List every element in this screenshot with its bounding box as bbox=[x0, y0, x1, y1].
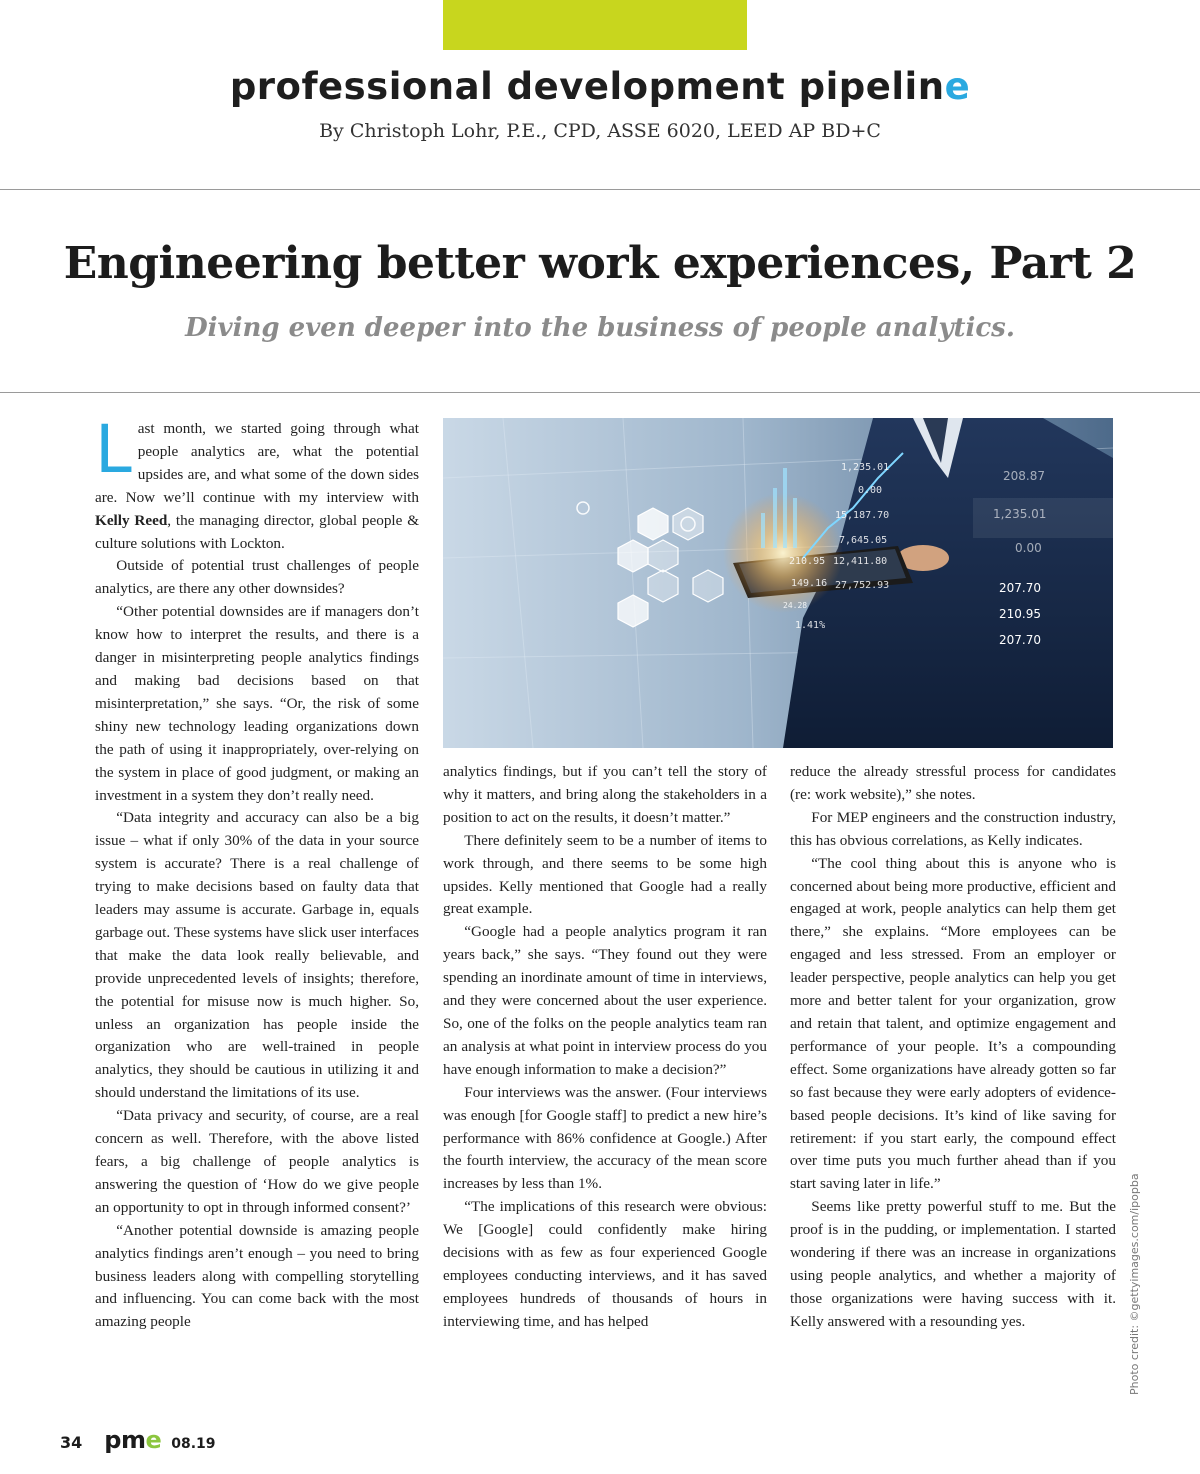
photo-number: 0.00 bbox=[858, 485, 883, 496]
paragraph: reduce the already stressful process for candidates (re: work website),” she notes. bbox=[790, 763, 1116, 803]
photo-number: 27,752.93 bbox=[835, 580, 890, 591]
paragraph: Four interviews was the answer. (Four interviews was enough [for Google staff] to predict a new hire’s performance with 86% confidence at Google.) After the fourth interview, the accuracy of the mean score increases by less than 1%. bbox=[443, 1083, 767, 1193]
paragraph: “Other potential downsides are if managers don’t know how to interpret the results, and there is a danger in misinterpreting people analytics findings and making bad decisions based on that misinterpretation,” she says. “Or, the risk of some shiny new technology leading organizations down the path of using it inappropriately, over-relying on the system in place of good judgment, or making an investment in a system they don’t really need. bbox=[95, 603, 419, 804]
photo-number: 1.41% bbox=[795, 620, 826, 631]
photo-number: 1,235.01 bbox=[841, 462, 890, 473]
column-1 bbox=[95, 411, 420, 1334]
deck: Diving even deeper into the business of people analytics. bbox=[185, 313, 1015, 343]
paragraph: For MEP engineers and the construction industry, this has obvious correlations, as Kelly indicates. bbox=[790, 808, 1116, 849]
article-photo bbox=[443, 418, 1113, 748]
paragraph: “Data integrity and accuracy can also be a big issue – what if only 30% of the data in your source system is accurate? There is a real challenge of trying to make decisions based on faulty data that leaders may assume is accurate. Garbage in, equals garbage out. These systems have slick user interfaces that make the data look really believable, and provide unprecedented levels of insights; therefore, the potential for misuse now is much higher. So, unless an organization has people inside the organization who are well-trained in people analytics, they should be cautious in utilizing it and should understand the limitations of its use. bbox=[95, 809, 419, 1102]
column-2 bbox=[443, 761, 767, 1334]
drop-cap: L bbox=[95, 411, 132, 488]
paragraph: Seems like pretty powerful stuff to me. But the proof is in the pudding, or implementation. I started wondering if there was an increase in organizations using people analytics, and whether a majority of those organizations were having success with it. Kelly answered with a resounding yes. bbox=[790, 1198, 1116, 1330]
department-title: professional development pipeline bbox=[229, 65, 971, 108]
paragraph: “The implications of this research were obvious: We [Google] could confidently make hiring decisions with as few as four experienced Google employees conducting interviews, and it has saved employees hundreds of thousands of hours in interviewing time, and has helped bbox=[443, 1198, 767, 1330]
column-3 bbox=[790, 761, 1116, 1334]
photo-credit: Photo credit: ©gettyimages.com/ipopba bbox=[1128, 1173, 1141, 1395]
headline: Engineering better work experiences, Part 2 bbox=[63, 238, 1137, 289]
photo-number: 207.70 bbox=[999, 581, 1041, 595]
photo-number: 208.87 bbox=[1003, 469, 1045, 483]
photo-number: 24.28 bbox=[783, 601, 808, 610]
page-number: 34 bbox=[60, 1433, 83, 1452]
paragraph: “Data privacy and security, of course, are a real concern as well. Therefore, with the above listed fears, a big challenge of people analytics is answering the question of ‘How do we give people an opportunity to opt in through informed consent?’ bbox=[95, 1107, 419, 1216]
photo-number: 207.70 bbox=[999, 633, 1041, 647]
paragraph: There definitely seem to be a number of items to work through, and there seems to be some high upsides. Kelly mentioned that Google had a really great example. bbox=[443, 831, 767, 918]
paragraph: “Google had a people analytics program it ran years back,” she says. “They found out they were spending an inordinate amount of time in interviews, and they were concerned about the user experience. So, one of the folks on the people analytics team ran an analysis at what point in interview process do you have enough information to make a decision?” bbox=[443, 923, 767, 1078]
issue-date: 08.19 bbox=[171, 1436, 216, 1452]
divider-top bbox=[0, 189, 1200, 190]
photo-number: 0.00 bbox=[1015, 541, 1042, 555]
photo-number: 210.95 bbox=[999, 607, 1041, 621]
photo-number: 15,187.70 bbox=[835, 510, 890, 521]
photo-number: 1,235.01 bbox=[993, 507, 1047, 521]
page-footer bbox=[60, 1426, 216, 1456]
paragraph: “Another potential downside is amazing people analytics findings aren’t enough – you need to bring business leaders along with compelling storytelling and influencing. You can come back with the most amazing people bbox=[95, 1221, 419, 1331]
magazine-logo: pme bbox=[104, 1426, 162, 1454]
divider-bottom bbox=[0, 392, 1200, 393]
paragraph: “The cool thing about this is anyone who is concerned about being more productive, efficient and engaged at work, people analytics can help them get there,” she explains. “More employees can be engaged and less stressed. From an employer or leader perspective, people analytics can help you get more and better talent for your organization, grow and retain that talent, and optimize engagement and performance of your people. It’s a compounding effect. Some organizations have already gotten so far so fast because they were early adopters of evidence-based people decisions. It’s kind of like saving for retirement: if you start early, the compound effect over time puts you much further ahead than if you start saving later in life.” bbox=[790, 854, 1116, 1193]
photo-number: 210.95 bbox=[789, 556, 826, 567]
paragraph: analytics findings, but if you can’t tell the story of why it matters, and bring along the stakeholders in a position to act on the results, it doesn’t matter.” bbox=[443, 763, 767, 826]
byline: By Christoph Lohr, P.E., CPD, ASSE 6020, LEED AP BD+C bbox=[319, 120, 881, 142]
lead-paragraph: Last month, we started going through what people analytics are, what the potential upsides are, and what some of the down sides are. Now we’ll continue with my interview with Kelly Reed, the managing director, global people & culture solutions with Lockton. bbox=[95, 411, 420, 552]
photo-number: 149.16 bbox=[791, 578, 828, 589]
photo-number: 12,411.80 bbox=[833, 556, 888, 567]
accent-bar bbox=[443, 0, 747, 50]
photo-number: 7,645.05 bbox=[839, 535, 888, 546]
paragraph: Outside of potential trust challenges of people analytics, are there any other downsides? bbox=[95, 557, 419, 598]
